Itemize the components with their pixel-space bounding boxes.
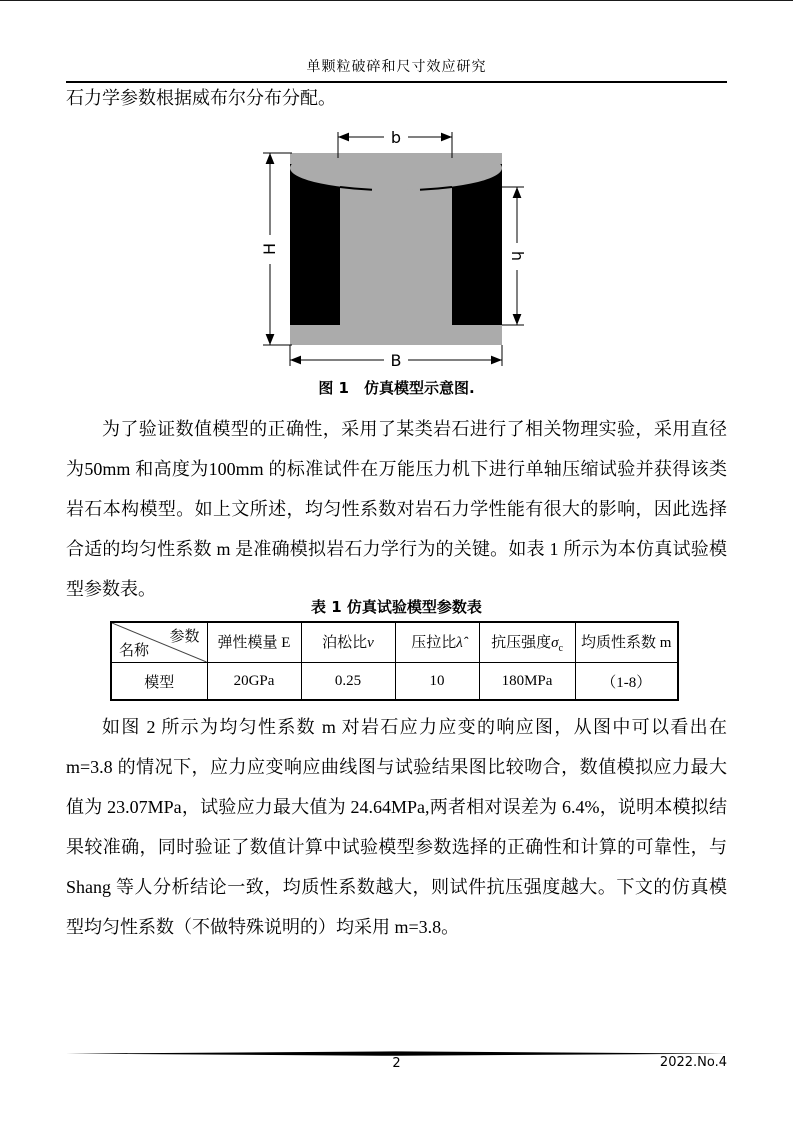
value-elastic-modulus: 20GPa — [207, 663, 301, 701]
page-top-border — [0, 0, 793, 1]
curved-cap — [290, 146, 502, 190]
paragraph-1: 为了验证数值模型的正确性，采用了某类岩石进行了相关物理实验，采用直径为50mm 和高度为100mm 的标准试件在万能压力机下进行单轴压缩试验并获得该类岩石本构模型。如上文所述，均匀性系数对岩石力学性能有很大的影响，因此选择合适的均匀性系数 m 是准确模拟岩石力学行为的关键。如表 1 所示为本仿真试验模型参数表。 — [66, 419, 727, 599]
figure-1-caption: 图 1 仿真模型示意图. — [318, 379, 475, 397]
model-schematic-drawing — [250, 118, 530, 374]
issue-number: 2022.No.4 — [659, 1055, 727, 1070]
parameter-table — [110, 621, 679, 701]
page-number: 2 — [392, 1056, 401, 1071]
dimension-label-H: H — [260, 242, 279, 256]
header-compressive-strength: 抗压强度$\sigma_c$ — [479, 622, 575, 663]
header-rule — [66, 81, 727, 83]
figure-1-schematic — [250, 118, 530, 374]
header-homogeneity-coefficient: 均质性系数 m — [575, 622, 678, 663]
value-compression-tension-ratio: 10 — [395, 663, 479, 701]
value-poisson-ratio: 0.25 — [301, 663, 395, 701]
row-label-model: 模型 — [111, 663, 207, 701]
paragraph-2: 如图 2 所示为均匀性系数 m 对岩石应力应变的响应图，从图中可以看出在m=3.8 的情况下，应力应变响应曲线图与试验结果图比较吻合，数值模拟应力最大值为 23.07MPa，试验应力最大值为 24.64MPa,两者相对误差为 6.4%，说明本模拟结果较准确，同时验证了数值计算中试验模型参数选择的正确性和计算的可靠性，与 Shang 等人分析结论一致，均质性系数越大，则试件抗压强度越大。下文的仿真模型均匀性系数（不做特殊说明的）均采用 m=3.8。 — [66, 717, 727, 937]
header-elastic-modulus: 弹性模量 E — [207, 622, 301, 663]
table-1-caption: 表 1 仿真试验模型参数表 — [311, 598, 482, 616]
header-compression-tension-ratio: 压拉比λ̂ — [395, 622, 479, 663]
corner-label-name: 名称 — [119, 643, 150, 659]
table-header-row — [111, 622, 678, 663]
right-black-block — [452, 164, 502, 325]
corner-label-parameter: 参数 — [169, 629, 200, 645]
running-head-title: 单颗粒破碎和尺寸效应研究 — [306, 60, 487, 75]
dimension-label-B: B — [390, 351, 402, 370]
corner-header-cell — [111, 622, 207, 663]
value-compressive-strength: 180MPa — [479, 663, 575, 701]
header-poisson-ratio: 泊松比ν — [301, 622, 395, 663]
left-black-block — [290, 164, 340, 325]
table-data-row — [111, 663, 678, 701]
intro-paragraph: 石力学参数根据威布尔分布分配。 — [66, 88, 336, 108]
dimension-label-h: h — [508, 250, 527, 262]
dimension-label-b: b — [390, 128, 402, 147]
value-homogeneity-coefficient: （1-8） — [575, 663, 678, 701]
